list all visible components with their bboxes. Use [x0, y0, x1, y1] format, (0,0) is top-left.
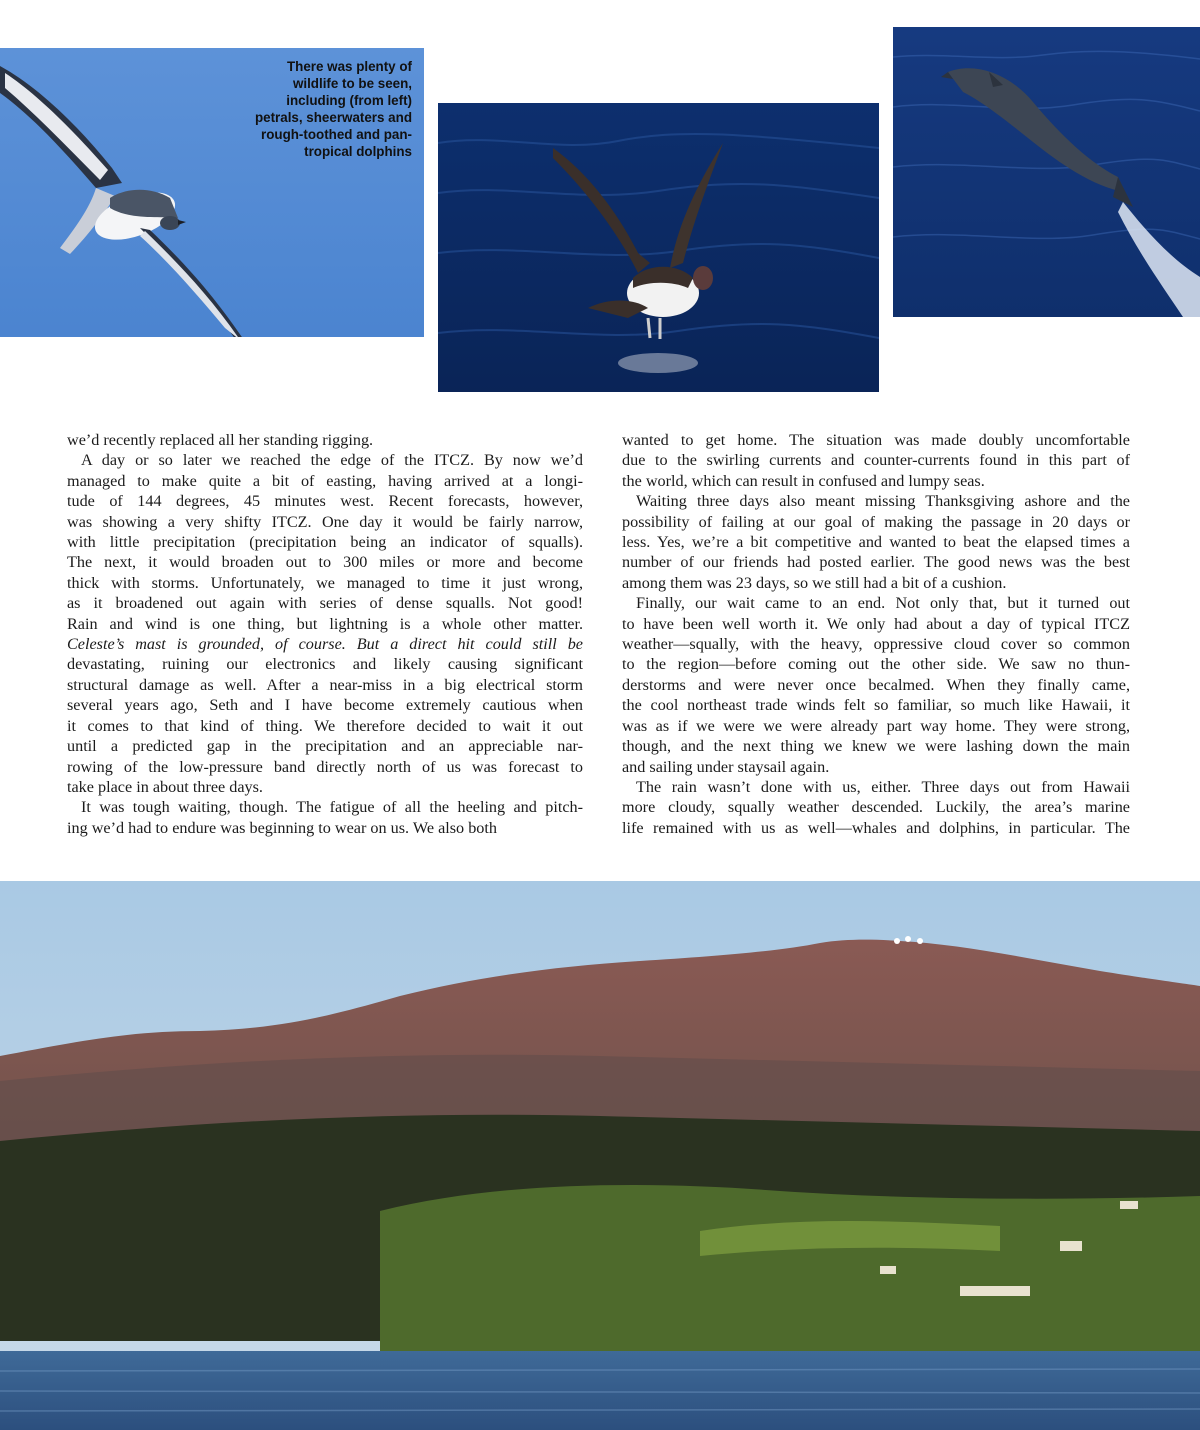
paragraph	[67, 430, 583, 450]
text-line: due to the swirling currents and counter-currents found in this part of	[622, 451, 1130, 470]
paragraph	[622, 593, 1130, 777]
article-left-column	[67, 430, 583, 838]
text-line: among them was 23 days, so we still had a bit of a cushion.	[622, 573, 1007, 592]
petrel-photo	[0, 48, 424, 337]
text-line: thick with storms. Unfortunately, we managed to time it just wrong,	[67, 573, 583, 592]
text-line: though, and the next thing we knew we were lashing down the main	[622, 737, 1130, 756]
text-line: devastating, ruining our electronics and likely causing significant	[67, 655, 583, 674]
article-right-column	[622, 430, 1130, 838]
text-line: possibility of failing at our goal of making the passage in 20 days or	[622, 512, 1130, 531]
caption-line: wildlife to be seen,	[292, 76, 412, 91]
shearwater-photo	[438, 103, 879, 392]
dolphin-photo	[893, 27, 1200, 317]
text-line: managed to make quite a bit of easting, having arrived at a longi-	[67, 471, 583, 490]
text-line: was as if we were we were already part way home. They were strong,	[622, 716, 1130, 735]
paragraph	[622, 777, 1130, 838]
paragraph	[67, 450, 583, 797]
text-line: It was tough waiting, though. The fatigue of all the heeling and pitch-	[81, 798, 583, 817]
text-line: take place in about three days.	[67, 777, 263, 796]
text-line: ing we’d had to endure was beginning to wear on us. We also both	[67, 818, 497, 837]
text-line: with little precipitation (precipitation being an indicator of squalls).	[67, 533, 583, 552]
text-line: more cloudy, squally weather descended. Luckily, the area’s marine	[622, 798, 1130, 817]
hawaii-coast-photo	[0, 881, 1200, 1430]
text-line: several years ago, Seth and I have become extremely cautious when	[67, 696, 583, 715]
text-line: until a predicted gap in the precipitation and an appreciable nar-	[67, 737, 583, 756]
text-line: The next, it would broaden out to 300 miles or more and become	[67, 553, 583, 572]
text-line: the world, which can result in confused and lumpy seas.	[622, 471, 985, 490]
caption-line: rough-toothed and pan-	[261, 127, 412, 142]
text-line: we’d recently replaced all her standing rigging.	[67, 431, 374, 449]
text-line: the cool northeast trade winds felt so familiar, so much like Hawaii, it	[622, 696, 1130, 715]
text-line: The rain wasn’t done with us, either. Three days out from Hawaii	[636, 777, 1130, 796]
text-line: Rain and wind is one thing, but lightning is a whole other matter.	[67, 614, 583, 633]
text-line: Finally, our wait came to an end. Not only that, but it turned out	[636, 594, 1130, 613]
text-line: structural damage as well. After a near-miss in a big electrical storm	[67, 675, 583, 694]
paragraph	[67, 797, 583, 838]
caption-line: including (from left)	[286, 93, 412, 108]
text-line: Waiting three days also meant missing Thanksgiving ashore and the	[636, 492, 1130, 511]
text-line: number of our friends had posted earlier. The good news was the best	[622, 553, 1130, 572]
text-line: less. Yes, we’re a bit competitive and wanted to beat the elapsed times a	[622, 533, 1130, 552]
caption-line: petrals, sheerwaters and	[254, 110, 412, 125]
bay-water	[0, 1351, 1200, 1430]
text-line: it comes to that kind of thing. We therefore decided to wait it out	[67, 716, 583, 735]
caption-line: There was plenty of	[286, 59, 412, 74]
text-line: and sailing under staysail again.	[622, 757, 830, 776]
text-line: derstorms and were never once becalmed. When they finally came,	[622, 675, 1130, 694]
paragraph	[622, 430, 1130, 491]
paragraph	[622, 491, 1130, 593]
text-line: rowing of the low-pressure band directly north of us was forecast to	[67, 757, 583, 776]
text-line: tude of 144 degrees, 45 minutes west. Recent forecasts, however,	[67, 492, 583, 511]
text-line: weather—squally, with the heavy, oppressive cloud cover so common	[622, 635, 1130, 654]
text-line: A day or so later we reached the edge of the ITCZ. By now we’d	[81, 451, 583, 470]
text-line: life remained with us as well—whales and dolphins, in particular. The	[622, 818, 1130, 837]
text-line: wanted to get home. The situation was made doubly uncomfortable	[622, 431, 1130, 449]
text-line: as it broadened out again with series of dense squalls. Not good!	[67, 594, 583, 613]
photo-caption	[222, 58, 412, 160]
text-line: to have been well worth it. We only had about a day of typical ITCZ	[622, 614, 1130, 633]
text-line: to the region—before coming out the other side. We saw no thun-	[622, 655, 1130, 674]
caption-line: tropical dolphins	[304, 144, 412, 159]
text-line: was showing a very shifty ITCZ. One day it would be fairly narrow,	[67, 512, 583, 531]
text-line: Celeste’s mast is grounded, of course. But a direct hit could still be	[67, 635, 583, 654]
